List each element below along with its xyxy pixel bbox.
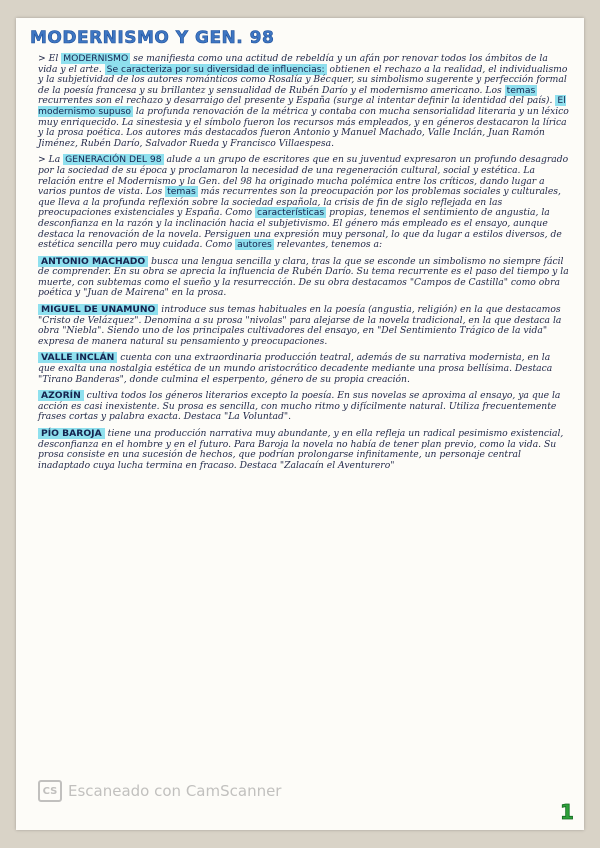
highlight-supuso: El modernismo supuso <box>38 95 566 117</box>
highlight-autores: autores <box>237 239 272 251</box>
paragraph-modernismo <box>38 54 570 149</box>
highlight-generacion: GENERACIÓN DEL 98 <box>65 154 162 166</box>
camscanner-logo-icon: CS <box>38 780 62 802</box>
author-text: busca una lengua sencilla y clara, tras la que se esconde un simbolismo no siempre fácil de comprender. En su obra se aprecia la influencia de Rubén Darío. Su tema recurrente es el paso del tiempo y la muerte, con subtemas como el sueño y la resurrección. De su obra destacamos "Campos de Castilla" como obra poética y "Juan de Mairena" en la prosa. <box>38 255 569 299</box>
highlight-temas: temas <box>506 84 536 96</box>
paragraph-text: alude a un grupo de escritores que en su juventud expresaron un profundo desagrado por la sociedad de su época y proclamaron la necesidad de una regeneración cultural, social y estética. La relación entre el Modernismo y la Gen. del 98 ha originado mucha polémica entre los críticos, dando lugar a varios puntos de vista. Los <box>38 154 569 198</box>
author-entry-baroja <box>38 429 570 471</box>
page-number: 1 <box>560 800 574 824</box>
scanner-watermark <box>38 780 281 802</box>
highlight-caracteristicas: características <box>257 207 325 219</box>
paragraph-text: recurrentes son el rechazo y desarraigo del presente y España (surge al intentar definir la identidad del país). <box>38 95 556 107</box>
page-title: MODERNISMO Y GEN. 98 <box>30 28 275 48</box>
paragraph-text: se manifiesta como una actitud de rebeldía y un afán por renovar todos los ámbitos de la vida y el arte. <box>38 53 548 75</box>
author-name: VALLE INCLÁN <box>38 352 117 363</box>
author-text: cultiva todos los géneros literarios excepto la poesía. En sus novelas se aproxima al ensayo, ya que la acción es casi inexistente. Su prosa es sencilla, con mucho ritmo y difícilmente natural. Utiliza frecuentemente frases cortas y palabra exacta. Destaca "La Voluntad". <box>38 390 561 423</box>
bullet-prefix: > El <box>38 53 62 64</box>
highlight-modernismo: MODERNISMO <box>63 53 129 64</box>
author-entry-unamuno <box>38 305 570 347</box>
author-name: ANTONIO MACHADO <box>38 256 148 267</box>
author-text: cuenta con una extraordinaria producción teatral, además de su narrativa modernista, en la que exalta una nostalgia estética de un mundo aristocrático decadente mediante una prosa bellísima. Destaca "Tirano Banderas", donde culmina el esperpento, género de su propia creación. <box>38 352 553 385</box>
paragraph-text: propias, tenemos el sentimiento de angustia, la desconfianza en la razón y la inclinación hacia el subjetivismo. El género más empleado es el ensayo, aunque destaca la renovación de la novela. Persiguen una expresión muy personal, lo que da lugar a estilos diversos, de estética sencilla pero muy cuidada. Como <box>38 207 562 251</box>
notebook-page <box>16 18 584 830</box>
paragraph-text: relevantes, tenemos a: <box>273 239 383 251</box>
paragraph-generacion-98 <box>38 155 570 250</box>
author-entry-azorin <box>38 391 570 423</box>
author-name: MIGUEL DE UNAMUNO <box>38 304 158 315</box>
author-name: PÍO BAROJA <box>38 428 105 439</box>
author-entry-valle-inclan <box>38 353 570 385</box>
watermark-text: Escaneado con CamScanner <box>68 782 282 800</box>
highlight-influencias: Se caracteriza por su diversidad de influencias: <box>106 63 325 75</box>
highlight-temas: temas <box>167 186 196 198</box>
author-text: introduce sus temas habituales en la poesía (angustia, religión) en la que destacamos "Cristo de Velázquez". Denomina a su prosa "nivolas" para alejarse de la novela tradicional, en la que destaca la obra "Niebla". Siendo uno de los principales cultivadores del ensayo, en "Del Sentimiento Trágico de la vida" expresa de manera natural su pensamiento y preocupaciones. <box>38 304 562 347</box>
bullet-prefix: > La <box>38 154 64 166</box>
notes-body <box>38 54 570 477</box>
author-name: AZORÍN <box>38 390 84 401</box>
author-text: tiene una producción narrativa muy abundante, y en ella refleja un radical pesimismo existencial, desconfianza en el hombre y en el futuro. Para Baroja la novela no había de tener plan previo, como la vida. Su prosa consiste en una sucesión de hechos, que podrían prolongarse infinitamente, un personaje central inadaptado cuya lucha termina en fracaso. Destaca "Zalacaín el Aventurero" <box>38 428 564 471</box>
paragraph-text: la profunda renovación de la métrica y contaba con mucha sensorialidad literaria y un léxico muy enriquecido. La sinestesia y el símbolo fueron los recursos más empleados, y en géneros destacaron la lírica y la prosa poética. Los autores más destacados fueron Antonio y Manuel Machado, Valle Inclán, Juan Ramón Jiménez, Rubén Darío, Salvador Rueda y Francisco Villaespesa. <box>38 105 569 149</box>
author-entry-machado <box>38 257 570 299</box>
paragraph-text: obtienen el rechazo a la realidad, el individualismo y la subjetividad de los autores románticos como Rosalía y Bécquer, su simbolismo sugerente y perfección formal de la poesía francesa y su brillantez y sensualidad de Rubén Darío y el modernismo americano. Los <box>38 63 568 96</box>
paragraph-text: más recurrentes son la preocupación por los problemas sociales y culturales, que lleva a la profunda reflexión sobre la sociedad española, la crisis de fin de siglo reflejada en las preocupaciones existenciales y España. Como <box>38 186 561 219</box>
